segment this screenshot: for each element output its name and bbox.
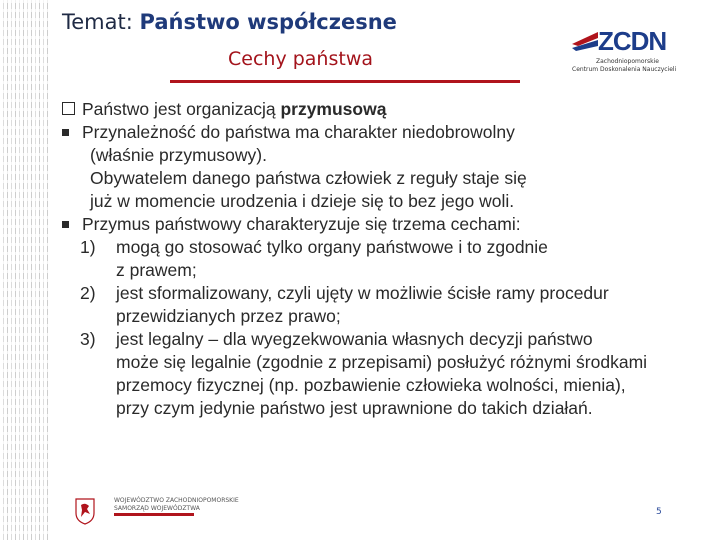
checkbox-bullet-icon xyxy=(62,102,75,115)
page-number: 5 xyxy=(656,507,662,517)
item-3-line-3: przemocy fizycznej (np. pozbawienie człowieka wolności, mienia), xyxy=(116,375,626,395)
bullet-1-line-2: (właśnie przymusowy). xyxy=(90,145,267,165)
item-1-line-1: mogą go stosować tylko organy państwowe i to zgodnie xyxy=(116,237,548,257)
bullet-1-line-4: już w momencie urodzenia i dzieje się to bez jego woli. xyxy=(90,191,515,211)
item-2-line-2: przewidzianych przez prawo; xyxy=(116,306,341,326)
item-2-line-1: jest sformalizowany, czyli ujęty w możliwie ścisłe ramy procedur xyxy=(116,283,609,303)
bullet-q xyxy=(62,98,712,121)
logo-arrow-icon xyxy=(572,30,598,52)
logo-subtitle-1: Zachodniopomorskie xyxy=(596,58,659,65)
item-number: 3) xyxy=(80,329,96,349)
footer-red-line xyxy=(114,513,194,516)
slide-content xyxy=(62,98,712,420)
logo-text: ZCDN xyxy=(598,26,667,56)
item-3-line-2: może się legalnie (zgodnie z przepisami) posłużyć różnymi środkami xyxy=(116,352,648,372)
bullet-q-bold: przymusową xyxy=(280,99,387,119)
voivodeship-logo xyxy=(74,497,239,527)
square-bullet-icon xyxy=(62,129,69,136)
bullet-2-line-1: Przymus państwowy charakteryzuje się trzema cechami: xyxy=(82,214,521,234)
decorative-side-strip xyxy=(0,0,50,540)
bullet-1 xyxy=(62,121,712,213)
title-topic: Państwo współczesne xyxy=(139,10,397,34)
page-title xyxy=(62,10,397,34)
item-number: 1) xyxy=(80,237,96,257)
item-3-line-1: jest legalny – dla wyegzekwowania własnych decyzji państwo xyxy=(116,329,593,349)
numbered-item-3 xyxy=(62,328,712,420)
numbered-item-1 xyxy=(62,236,712,282)
footer-line-2: SAMORZĄD WOJEWÓDZTWA xyxy=(114,505,200,512)
zcdn-logo xyxy=(572,26,682,73)
griffin-crest-icon xyxy=(74,497,96,525)
logo-subtitle-2: Centrum Doskonalenia Nauczycieli xyxy=(572,66,677,73)
page-subtitle: Cechy państwa xyxy=(228,48,374,70)
bullet-1-line-3: Obywatelem danego państwa człowiek z reguły staje się xyxy=(90,168,527,188)
bullet-2 xyxy=(62,213,712,236)
bullet-1-line-1: Przynależność do państwa ma charakter niedobrowolny xyxy=(82,122,515,142)
footer-line-1: WOJEWÓDZTWO ZACHODNIOPOMORSKIE xyxy=(114,497,239,504)
item-1-line-2: z prawem; xyxy=(116,260,197,280)
square-bullet-icon xyxy=(62,221,69,228)
bullet-q-text: Państwo jest organizacją xyxy=(82,99,281,119)
title-label: Temat: xyxy=(62,10,133,34)
title-divider xyxy=(170,80,520,83)
item-number: 2) xyxy=(80,283,96,303)
numbered-item-2 xyxy=(62,282,712,328)
item-3-line-4: przy czym jedynie państwo jest uprawnione do takich działań. xyxy=(116,398,593,418)
